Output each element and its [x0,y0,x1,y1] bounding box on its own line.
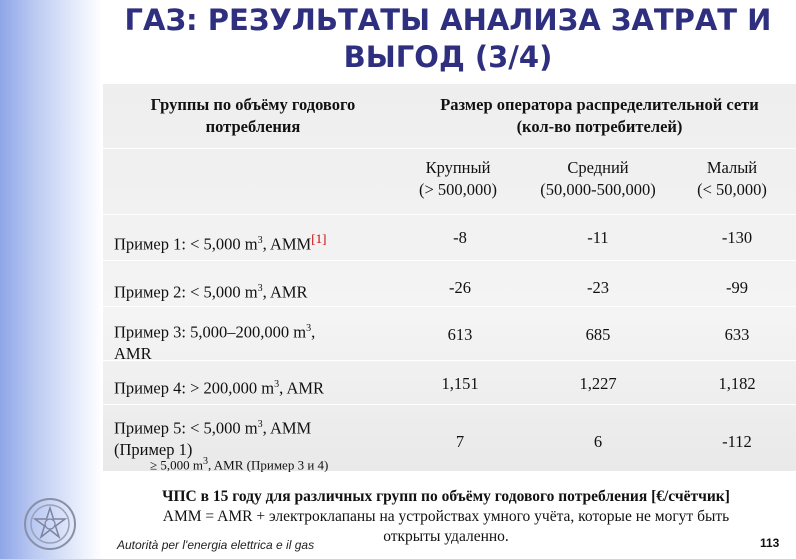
notes-line-2: AMM = AMR + электроклапаны на устройствах умного учёта, которые не могут быть [162,508,730,525]
emblem-icon [22,496,78,552]
table-cell-value: 685 [585,325,611,344]
table-cell-value: 7 [455,432,465,451]
title-line-1: ГАЗ: РЕЗУЛЬТАТЫ АНАЛИЗА ЗАТРАТ И [124,3,772,37]
table-cell-value: 1,182 [718,374,756,393]
table-cell-value: -99 [726,278,748,297]
table-cell-value: -112 [722,432,752,451]
table-cell-value: -11 [587,228,609,247]
table-cell-value: -130 [721,228,753,247]
footer-organization: Autorità per l'energia elettrica e il gas [117,538,315,552]
divider [103,148,796,149]
table-row-label: Пример 4: > 200,000 $m^3$, AMR [114,378,325,398]
table-cell-value: -23 [587,278,609,297]
size-header: Размер оператора распределительной сети (кол-во потребителей) [440,95,759,136]
divider [103,306,796,307]
table-cell-value: 1,151 [441,374,479,393]
table-row-label: Пример 5: < 5,000 $m^3$, AMM (Пример 1) [114,418,312,459]
left-gradient-strip [0,0,102,559]
column-header-large: Крупный (> 500,000) [418,158,498,199]
page-number: 113 [760,536,780,550]
table-cell-value: 6 [593,432,603,451]
table-cell-value: 613 [447,325,473,344]
divider [103,260,796,261]
row5-note: ≥ 5,000 $m^3$, AMR (Пример 3 и 4) [150,456,329,473]
table-cell-value: -26 [449,278,471,297]
table-row-label: Пример 2: < 5,000 $m^3$, AMR [114,282,308,302]
column-header-medium: Средний (50,000-500,000) [540,158,656,199]
table-cell-value: 1,227 [579,374,617,393]
notes-line-3: открыты удаленно. [383,528,509,545]
table-row-label: Пример 3: 5,000–200,000 $m^3$, AMR [114,322,316,363]
table-cell-value: 633 [724,325,750,344]
slide-title [100,2,796,76]
group-header: Группы по объёму годового потребления [150,95,356,136]
divider [103,404,796,405]
table-row-label: Пример 1: < 5,000 $m^3$, AMM[1] [114,231,327,254]
divider [103,214,796,215]
notes-line-1: ЧПС в 15 году для различных групп по объёму годового потребления [€/счётчик] [162,488,730,505]
table-cell-value: -8 [453,228,467,247]
column-header-small: Малый (< 50,000) [697,158,767,199]
title-line-2: ВЫГОД (3/4) [343,40,553,74]
